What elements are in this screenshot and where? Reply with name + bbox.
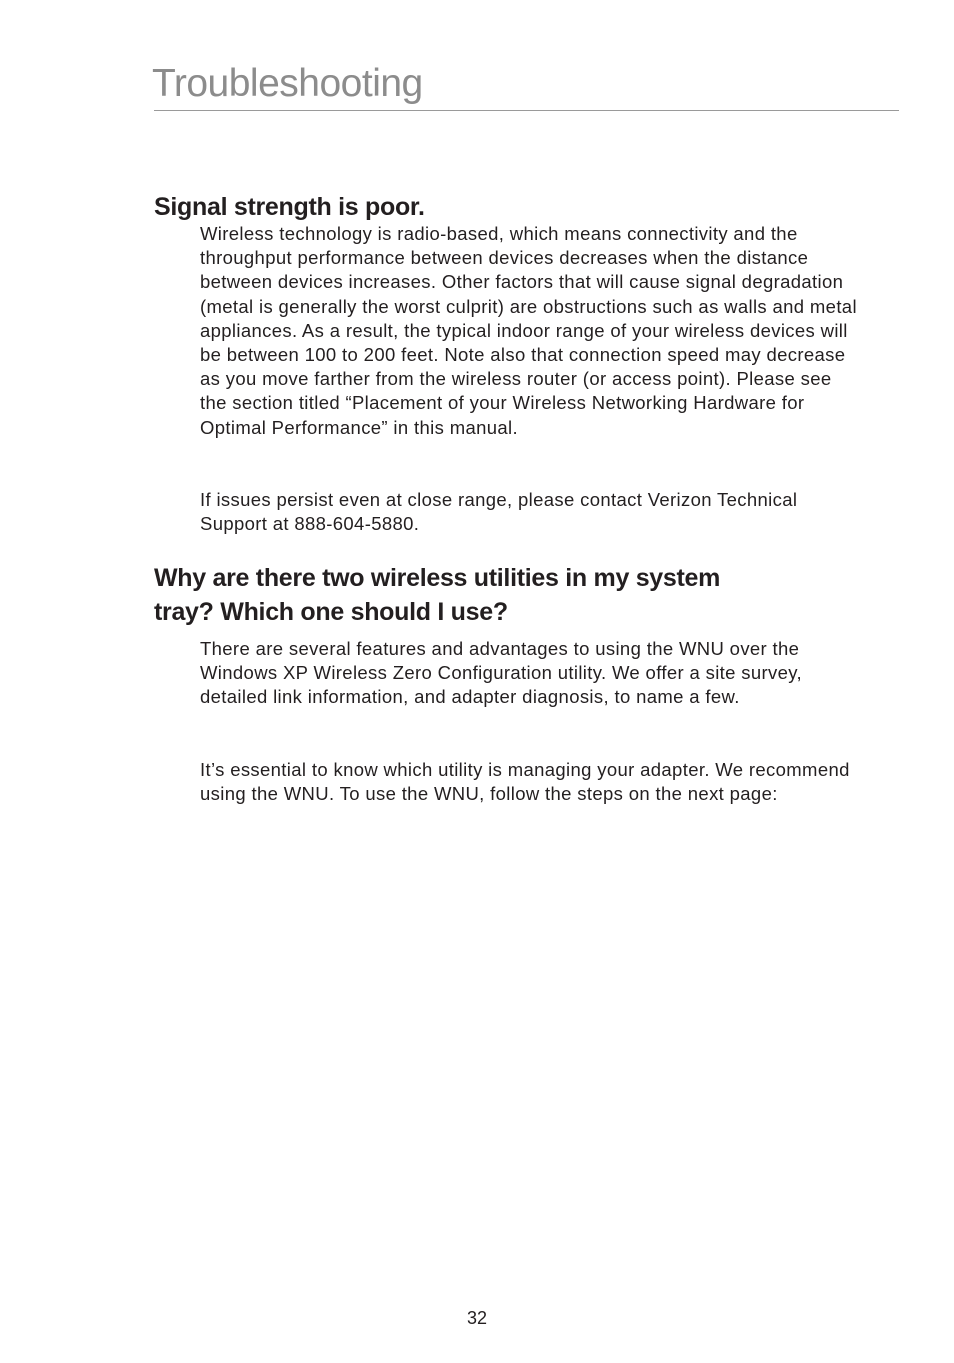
section-heading-signal-strength: Signal strength is poor. (154, 193, 425, 221)
wnu-features-paragraph: There are several features and advantages to using the WNU over the Windows XP Wireless Zero Configuration utility. We offer a site survey, detailed link information, and adapter diagnosis, to name a few. (200, 638, 802, 708)
page-number: 32 (466, 1308, 488, 1328)
signal-strength-paragraph: Wireless technology is radio-based, which means connectivity and the throughput performance between devices decreases when the distance between devices increases. Other factors that will cause signal degradation (metal is generally the worst culprit) are obstructions such as walls and metal appliances. As a result, the typical indoor range of your wireless devices will be between 100 to 200 feet. Note also that connection speed may decrease as you move farther from the wireless router (or access point). Please see the section titled “Placement of your Wireless Networking Hardware for Optimal Performance” in this manual. (200, 223, 857, 438)
section-heading-line-1: Why are there two wireless utilities in my system (154, 564, 721, 592)
title-divider (154, 110, 899, 111)
section-heading-line-2: tray? Which one should I use? (154, 598, 508, 626)
wnu-recommendation-paragraph: It’s essential to know which utility is managing your adapter. We recommend using the WNU. To use the WNU, follow the steps on the next page: (200, 759, 850, 805)
section-heading-wireless-utilities (154, 561, 720, 629)
support-contact-paragraph: If issues persist even at close range, please contact Verizon Technical Support at 888-604-5880. (200, 489, 798, 535)
page-title: Troubleshooting (152, 62, 423, 105)
